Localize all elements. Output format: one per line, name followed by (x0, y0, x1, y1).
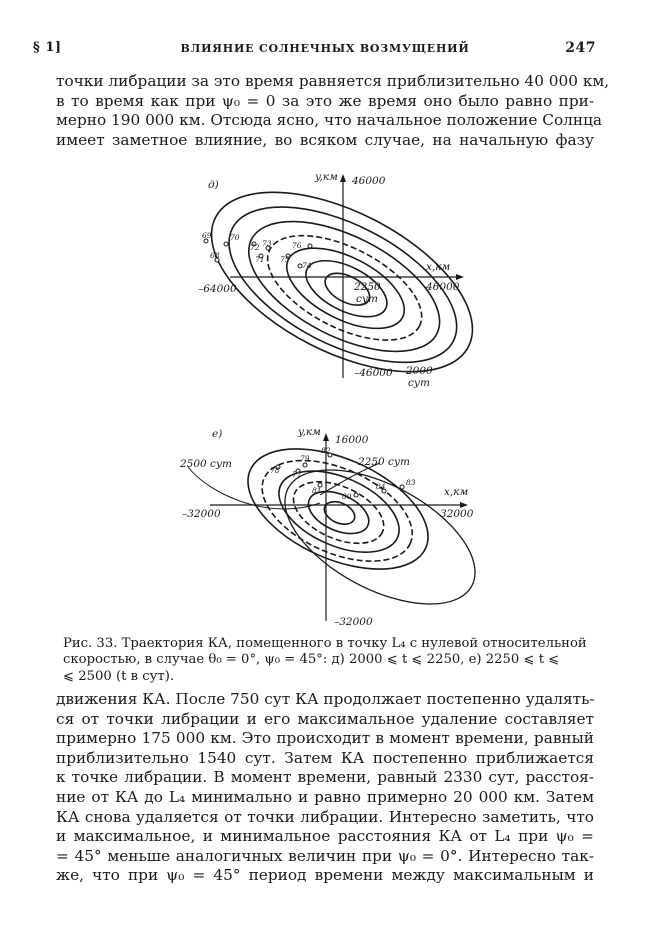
section-marker: § 1] (33, 40, 62, 55)
point-label: 72 (250, 243, 260, 252)
caption-line: ⩽ 2500 (t в сут). (63, 668, 175, 684)
y-axis-label: y,км (298, 426, 321, 438)
text-line: ся от точки либрации и его максимальное удаление составляет (56, 709, 594, 728)
point-label: 78 (270, 466, 280, 475)
text-line: к точке либрации. В момент времени, равный 2330 сут, расстоя- (56, 768, 594, 787)
point-label: 80 (342, 492, 352, 501)
point-label: 69 (202, 231, 212, 240)
bottom-paragraph (56, 690, 594, 886)
point-label: 74 (302, 261, 312, 270)
text-line: мерно 190 000 км. Отсюда ясно, что начальное положение Солнца (56, 111, 603, 130)
running-title: ВЛИЯНИЕ СОЛНЕЧНЫХ ВОЗМУЩЕНИЙ (180, 42, 470, 55)
x-right-tick: 46000 (426, 281, 460, 293)
point-label: 68 (210, 251, 220, 260)
y-bottom-tick: –46000 (354, 367, 393, 379)
time-left: 2500 сут (180, 458, 232, 470)
text-line: = 45° меньше аналогичных величин при ψ₀ = 0°. Интересно так- (56, 846, 594, 865)
text-line: примерно 175 000 км. Это происходит в момент времени, равный (56, 729, 594, 748)
figure-e (170, 425, 480, 628)
text-line: ние от КА до L₄ минимально и равно примерно 20 000 км. Затем (56, 787, 594, 806)
text-line: в то время как при ψ₀ = 0 за это же время оно было равно при- (56, 91, 594, 110)
x-left-tick: –32000 (182, 508, 221, 520)
point-label: 82 (321, 446, 331, 455)
x-left-tick: –64000 (198, 283, 237, 295)
text-line: КА снова удаляется от точки либрации. Интересно заметить, что (56, 807, 594, 826)
text-line: имеет заметное влияние, во всяком случае, на начальную фазу (56, 130, 594, 149)
panel-label: д) (208, 179, 219, 191)
time-end: 2000 (406, 365, 433, 377)
text-line: приблизительно 1540 сут. Затем КА постепенно приближается (56, 748, 594, 767)
point-label: 83 (406, 478, 416, 487)
y-top-tick: 16000 (335, 434, 369, 446)
page-number: 247 (565, 40, 596, 56)
panel-label: е) (212, 428, 223, 440)
text-line: и максимальное, и минимальное расстояния КА от L₄ при ψ₀ = (56, 827, 594, 846)
text-line: точки либрации за это время равняется приблизительно 40 000 км, (56, 72, 610, 90)
point-label: 79 (300, 454, 310, 463)
caption-line: Рис. 33. Траектория КА, помещенного в точку L₄ с нулевой относительной (63, 636, 587, 651)
caption-line: скоростью, в случае θ₀ = 0°, ψ₀ = 45°: д) 2000 ⩽ t ⩽ 2250, е) 2250 ⩽ t ⩽ (63, 652, 560, 668)
y-top-tick: 46000 (352, 175, 386, 187)
text-line: же, что при ψ₀ = 45° период времени между максимальным и (56, 866, 594, 885)
text-line: движения КА. После 750 сут КА продолжает постепенно удалять- (56, 690, 595, 708)
point-label: 84 (376, 482, 386, 491)
point-label: 81 (312, 486, 322, 495)
time-center-unit: сут (356, 293, 378, 305)
point-label: 71 (255, 255, 265, 264)
top-paragraph (56, 72, 610, 150)
time-center: 2250 (354, 281, 381, 293)
time-end-unit: сут (408, 377, 430, 389)
x-axis-label: x,км (426, 261, 451, 273)
point-label: 76 (292, 241, 302, 250)
point-label: 73 (262, 239, 272, 248)
y-axis-label: y,км (315, 171, 338, 183)
x-right-tick: 32000 (440, 508, 474, 520)
point-label: 70 (230, 233, 240, 242)
figure-caption (63, 636, 590, 685)
figure-d (170, 160, 470, 400)
y-bottom-tick: –32000 (334, 616, 373, 628)
point-label: 75 (280, 255, 290, 264)
time-right: 2250 сут (358, 456, 410, 468)
x-axis-label: x,км (444, 486, 469, 498)
point-label: 77 (292, 470, 302, 479)
